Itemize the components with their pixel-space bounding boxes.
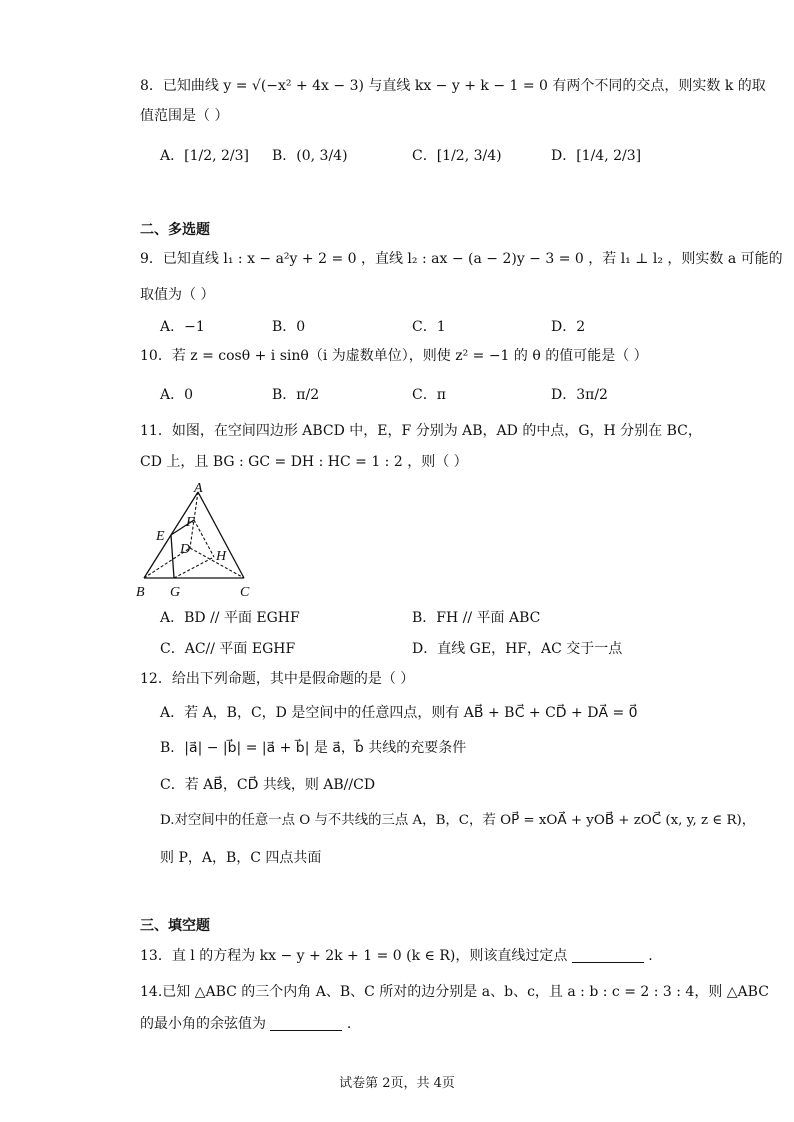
label-a: A	[194, 482, 203, 496]
label-b: B	[136, 585, 145, 600]
q11-option-b: B．FH // 平面 ABC	[412, 610, 541, 626]
q12-line1: 12．给出下列命题，其中是假命题的是（ ）	[140, 671, 415, 687]
q11-option-c: C．AC// 平面 EGHF	[160, 641, 296, 657]
q13-line	[140, 946, 653, 966]
label-c: C	[240, 585, 250, 600]
page-footer: 试卷第 2页，共 4页	[339, 1076, 455, 1091]
q14-text: 的最小角的余弦值为	[140, 1016, 266, 1032]
tetrahedron-figure	[134, 482, 264, 600]
q8-line2: 值范围是（ ）	[140, 108, 229, 124]
segment-eg	[171, 535, 174, 578]
q13-text: 13．直 l 的方程为 kx − y + 2k + 1 = 0 (k ∈ R)，则该直线过定点	[140, 948, 568, 964]
q8-option-b: B．(0, 3/4)	[272, 148, 348, 164]
q9-option-b: B．0	[272, 319, 306, 335]
q11-option-d: D．直线 GE，HF，AC 交于一点	[412, 641, 623, 657]
q14-tail: .	[346, 1016, 352, 1032]
q11-line2: CD 上，且 BG : GC = DH : HC = 1 : 2 ，则（ ）	[140, 454, 468, 470]
q12-option-d-line1: D.对空间中的任意一点 O 与不共线的三点 A，B，C，若 OP⃗ = xOA⃗ + yOB⃗ + zOC⃗ (x, y, z ∈ R)，	[160, 813, 756, 828]
q10-option-b: B．π/2	[272, 387, 320, 403]
q9-option-d: D．2	[551, 319, 586, 335]
q8-option-c: C．[1/2, 3/4)	[412, 148, 502, 164]
q14-line1: 14.已知 △ABC 的三个内角 A、B、C 所对的边分别是 a、b、c，且 a : b : c = 2 : 3 : 4，则 △ABC	[140, 984, 769, 1000]
q8-option-a: A．[1/2, 2/3]	[160, 148, 249, 164]
q9-option-c: C．1	[412, 319, 446, 335]
q10-line1: 10．若 z = cosθ + i sinθ（i 为虚数单位），则使 z² = −1 的 θ 的值可能是（ ）	[140, 348, 648, 364]
segment-gh	[174, 557, 214, 578]
q8-line1: 8．已知曲线 y = √(−x² + 4x − 3) 与直线 kx − y + k − 1 = 0 有两个不同的交点，则实数 k 的取	[140, 78, 766, 94]
q12-option-a: A．若 A，B，C，D 是空间中的任意四点，则有 AB⃗ + BC⃗ + CD⃗ + DA⃗ = 0⃗	[160, 705, 638, 721]
q10-option-d: D．3π/2	[551, 387, 608, 403]
q9-option-a: A．−1	[160, 319, 205, 335]
q9-line1: 9．已知直线 l₁ : x − a²y + 2 = 0 ，直线 l₂ : ax − (a − 2)y − 3 = 0 ，若 l₁ ⊥ l₂ ，则实数 a 可能的	[140, 251, 783, 267]
q12-option-d-line2: 则 P，A，B，C 四点共面	[160, 850, 322, 866]
q13-answer-blank[interactable]	[572, 948, 644, 963]
label-d: D	[180, 542, 191, 557]
q11-line1: 11．如图，在空间四边形 ABCD 中，E，F 分别为 AB，AD 的中点，G，H 分别在 BC，	[140, 423, 702, 439]
q8-option-d: D．[1/4, 2/3]	[551, 148, 642, 164]
section-title-multiple-choice: 二、多选题	[140, 222, 210, 238]
q10-option-c: C．π	[412, 387, 446, 403]
q9-line2: 取值为（ ）	[140, 287, 215, 303]
q14-answer-blank[interactable]	[270, 1016, 342, 1031]
label-e: E	[156, 529, 165, 544]
label-f: F	[186, 515, 195, 530]
label-g: G	[170, 585, 181, 600]
section-title-fill-in: 三、填空题	[140, 918, 210, 934]
q10-option-a: A．0	[160, 387, 194, 403]
label-h: H	[216, 549, 227, 564]
q12-option-c: C．若 AB⃗，CD⃗ 共线，则 AB//CD	[160, 777, 376, 793]
q14-line2	[140, 1014, 351, 1034]
q11-option-a: A．BD // 平面 EGHF	[160, 610, 300, 626]
q13-tail: .	[648, 948, 653, 964]
q12-option-b: B．|a⃗| − |b⃗| = |a⃗ + b⃗| 是 a⃗，b⃗ 共线的充要条件	[160, 740, 467, 756]
